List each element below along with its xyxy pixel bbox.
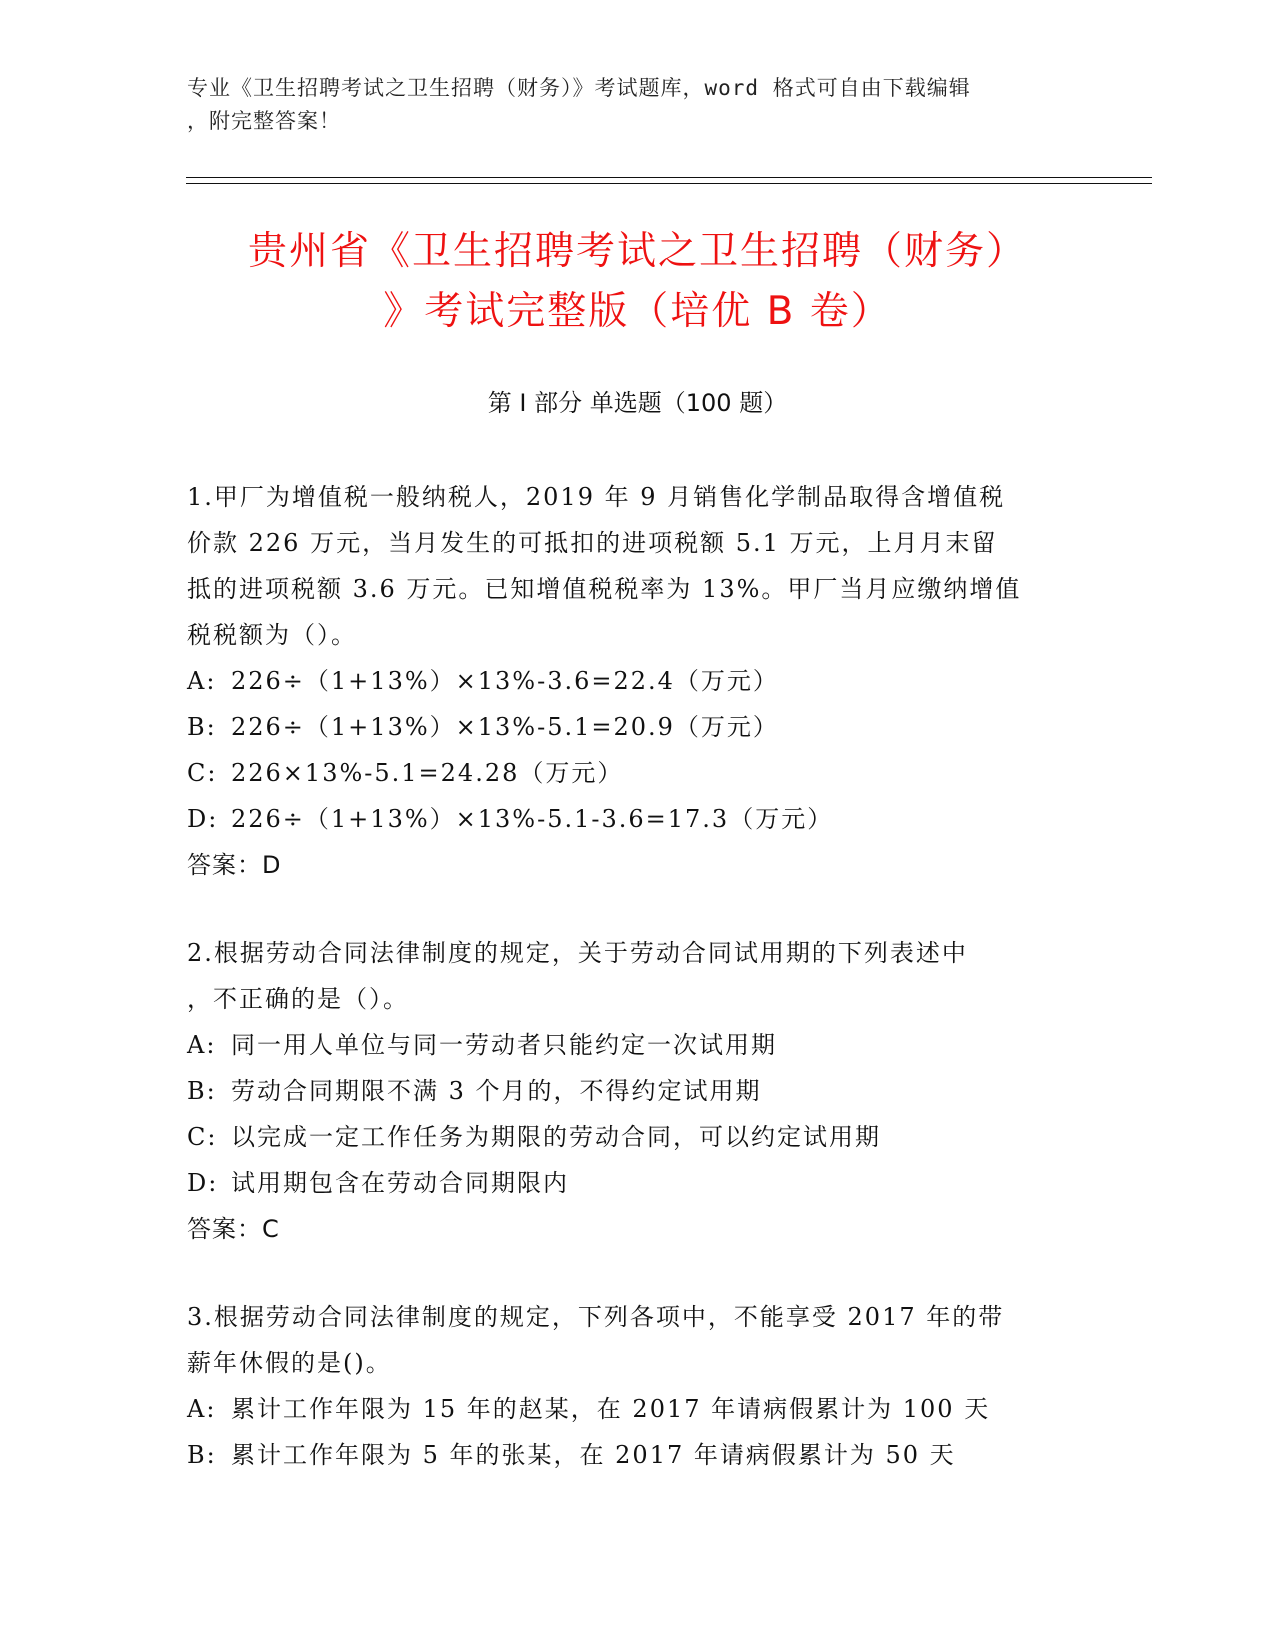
document-title — [120, 222, 1155, 342]
question-3 — [187, 1294, 1087, 1478]
header-note-line-2: ，附完整答案！ — [187, 109, 341, 133]
question-stem-line: ，不正确的是（）。 — [187, 985, 409, 1013]
option-letter: C: — [187, 1123, 218, 1151]
option-text: 劳动合同期限不满 3 个月的，不得约定试用期 — [231, 1077, 762, 1105]
option-text: 226÷（1+13%）×13%-5.1-3.6=17.3（万元） — [231, 805, 834, 833]
question-stem-line: 抵的进项税额 3.6 万元。已知增值税税率为 13%。甲厂当月应缴纳增值 — [187, 575, 1022, 603]
option-text: 226×13%-5.1=24.28（万元） — [231, 759, 624, 787]
option-b — [187, 1068, 1087, 1114]
option-a — [187, 1022, 1087, 1068]
question-1 — [187, 474, 1087, 888]
question-stem-line: 薪年休假的是()。 — [187, 1349, 392, 1377]
option-text: 累计工作年限为 5 年的张某，在 2017 年请病假累计为 50 天 — [231, 1441, 956, 1469]
document-title-line-1: 贵州省《卫生招聘考试之卫生招聘（财务） — [247, 229, 1027, 274]
question-2 — [187, 930, 1087, 1252]
option-letter: B: — [187, 1441, 217, 1469]
option-a — [187, 1386, 1087, 1432]
question-stem-line: 价款 226 万元，当月发生的可抵扣的进项税额 5.1 万元，上月月末留 — [187, 529, 998, 557]
option-letter: A: — [187, 1395, 217, 1423]
option-b — [187, 1432, 1087, 1478]
question-stem-line: 2.根据劳动合同法律制度的规定，关于劳动合同试用期的下列表述中 — [187, 939, 968, 967]
option-letter: D: — [187, 805, 219, 833]
option-b — [187, 704, 1087, 750]
option-text: 以完成一定工作任务为期限的劳动合同，可以约定试用期 — [231, 1123, 881, 1151]
option-a — [187, 658, 1087, 704]
answer-line: 答案：C — [187, 1215, 280, 1243]
option-letter: D: — [187, 1169, 219, 1197]
option-d — [187, 1160, 1087, 1206]
option-letter: A: — [187, 667, 217, 695]
option-c — [187, 750, 1087, 796]
header-divider-bottom — [186, 183, 1152, 184]
answer-line: 答案：D — [187, 851, 282, 879]
option-text: 226÷（1+13%）×13%-3.6=22.4（万元） — [231, 667, 779, 695]
option-letter: B: — [187, 1077, 217, 1105]
option-d — [187, 796, 1087, 842]
option-letter: B: — [187, 713, 217, 741]
question-stem-line: 税税额为（）。 — [187, 621, 357, 649]
option-c — [187, 1114, 1087, 1160]
section-heading: 第 I 部分 单选题（100 题） — [487, 389, 788, 417]
question-stem-line: 3.根据劳动合同法律制度的规定，下列各项中，不能享受 2017 年的带 — [187, 1303, 1005, 1331]
question-stem-line: 1.甲厂为增值税一般纳税人，2019 年 9 月销售化学制品取得含增值税 — [187, 483, 1006, 511]
option-letter: A: — [187, 1031, 217, 1059]
option-text: 累计工作年限为 15 年的赵某，在 2017 年请病假累计为 100 天 — [231, 1395, 991, 1423]
option-text: 试用期包含在劳动合同期限内 — [231, 1169, 569, 1197]
option-text: 同一用人单位与同一劳动者只能约定一次试用期 — [231, 1031, 777, 1059]
document-title-line-2: 》考试完整版（培优 B 卷） — [383, 289, 892, 334]
header-note-line-1: 专业《卫生招聘考试之卫生招聘（财务）》考试题库，word 格式可自由下载编辑 — [187, 76, 971, 100]
option-text: 226÷（1+13%）×13%-5.1=20.9（万元） — [231, 713, 779, 741]
option-letter: C: — [187, 759, 218, 787]
document-header-note — [187, 72, 1067, 138]
question-list — [187, 474, 1087, 1520]
header-divider-top — [186, 177, 1152, 178]
